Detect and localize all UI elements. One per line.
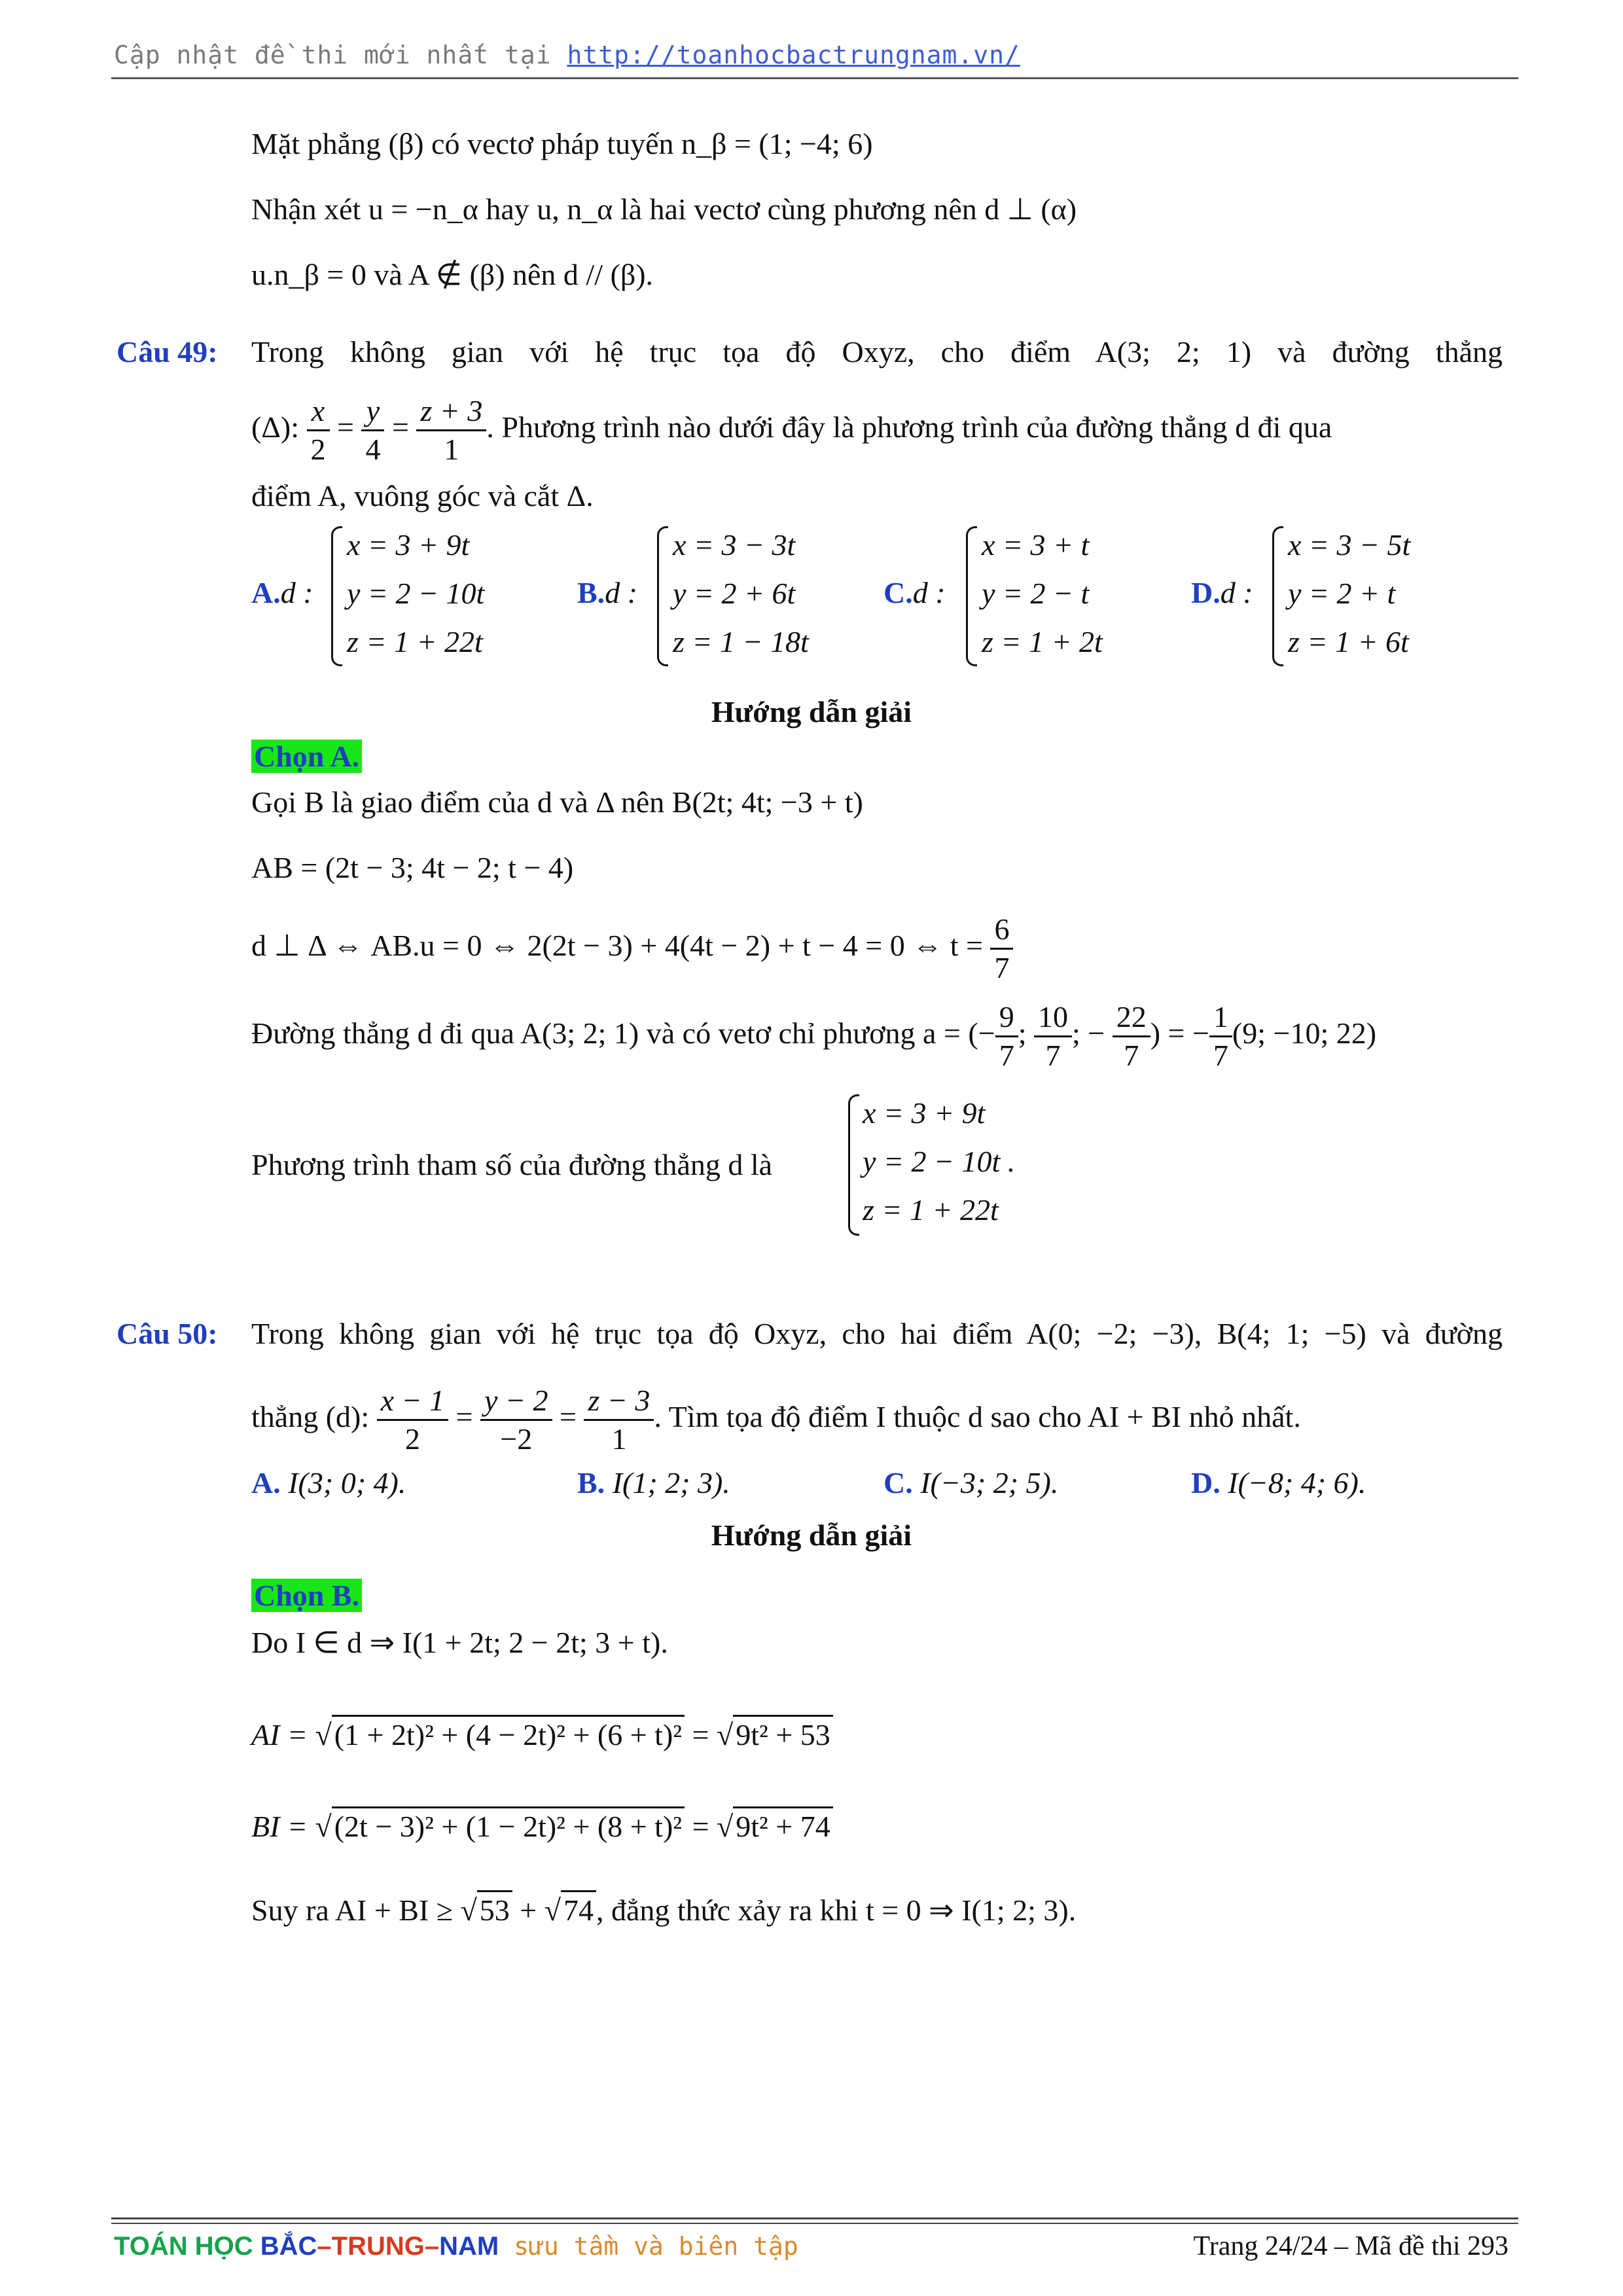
q50-option-a[interactable]: A. I(3; 0; 4). bbox=[251, 1466, 406, 1499]
q50-option-c[interactable]: C. I(−3; 2; 5). bbox=[883, 1466, 1059, 1499]
q49-frac-z: $\frac{z + 3}{1}$ bbox=[416, 393, 486, 468]
q49-guide-title: Hướng dẫn giải bbox=[711, 695, 912, 728]
intro-line-2: Nhận xét u = −n_α hay u, n_α là hai vectơ cùng phương nên d ⊥ (α) bbox=[251, 192, 1077, 226]
header-link[interactable]: http://toanhocbactrungnam.vn/ bbox=[567, 41, 1020, 69]
q50-sol-2: AI = √(1 + 2t)² + (4 − 2t)² + (6 + t)² = √9t² + 53 bbox=[251, 1715, 833, 1753]
q50-sol-1: Do I ∈ d ⇒ I(1 + 2t; 2 − 2t; 3 + t). bbox=[251, 1626, 668, 1659]
q49-sol3-frac: $\frac{6}{7}$ bbox=[990, 911, 1013, 986]
q49-sol-1: Gọi B là giao điểm của d và Δ nên B(2t; 4t; −3 + t) bbox=[251, 785, 863, 819]
brace-icon bbox=[848, 1094, 859, 1236]
q50-sol-3: BI = √(2t − 3)² + (1 − 2t)² + (8 + t)² = √9t² + 74 bbox=[251, 1806, 833, 1845]
q50-sol-4: Suy ra AI + BI ≥ √53 + √74, đẳng thức xảy ra khi t = 0 ⇒ I(1; 2; 3). bbox=[251, 1890, 1076, 1929]
brace-icon bbox=[331, 526, 342, 666]
footer-divider bbox=[111, 2217, 1518, 2219]
q49-sol-4: Đường thẳng d đi qua A(3; 2; 1) và có vetơ chỉ phương a = (− $\frac{9}{7}$ ; $\frac{10}{7}$ ; − $\frac{22}{7}$ ) = − $\frac{1}{7}$ (9; −10; 22) bbox=[251, 1000, 1377, 1072]
q50-label: Câu 50: bbox=[116, 1317, 218, 1350]
q49-sol-5-system: x = 3 + 9t y = 2 − 10t . z = 1 + 22t bbox=[863, 1096, 1016, 1227]
q49-sol-2: AB = (2t − 3; 4t − 2; t − 4) bbox=[251, 851, 574, 884]
q50-choice: Chọn B. bbox=[251, 1577, 362, 1614]
intro-line-3: u.n_β = 0 và A ∉ (β) nên d // (β). bbox=[251, 258, 654, 291]
q50-text-2: thẳng (d): $\frac{x - 1}{2}$ = $\frac{y - 2}{-2}$ = $\frac{z - 3}{1}$ . Tìm tọa độ điểm I thuộc d sao cho AI + BI nhỏ nhất. bbox=[251, 1384, 1301, 1456]
intro-line-1: Mặt phẳng (β) có vectơ pháp tuyến n_β = (1; −4; 6) bbox=[251, 127, 873, 160]
q49-text-3: điểm A, vuông góc và cắt Δ. bbox=[251, 479, 594, 512]
footer-page-number: Trang 24/24 – Mã đề thi 293 bbox=[1193, 2231, 1508, 2261]
q49-sol-3: d ⊥ Δ ⇔ AB.u = 0 ⇔ 2(2t − 3) + 4(4t − 2) + t − 4 = 0 ⇔ t = $\frac{6}{7}$ bbox=[251, 911, 1013, 986]
brace-icon bbox=[1272, 526, 1283, 666]
q50-option-b[interactable]: B. I(1; 2; 3). bbox=[577, 1466, 730, 1499]
footer-divider-thin bbox=[111, 2223, 1518, 2224]
q50-text-1: Trong không gian với hệ trục tọa độ Oxyz, cho hai điểm A(0; −2; −3), B(4; 1; −5) và đường bbox=[251, 1317, 1503, 1350]
q49-frac-y: $\frac{y}{4}$ bbox=[361, 393, 384, 468]
brace-icon bbox=[966, 526, 977, 666]
header-prefix: Cập nhật đề thi mới nhất tại bbox=[114, 41, 567, 69]
q49-text-2: (Δ): $\frac{x}{2}$ = $\frac{y}{4}$ = $\frac{z + 3}{1}$ . Phương trình nào dưới đây là phương trình của đường thẳng d đi qua bbox=[251, 393, 1503, 468]
brace-icon bbox=[657, 526, 668, 666]
q49-sol-5: Phương trình tham số của đường thẳng d là bbox=[251, 1148, 773, 1181]
footer-brand: TOÁN HỌC BẮC–TRUNG–NAM sưu tầm và biên tập bbox=[114, 2232, 798, 2261]
page-header bbox=[114, 41, 1020, 69]
q49-text-1: Trong không gian với hệ trục tọa độ Oxyz, cho điểm A(3; 2; 1) và đường thẳng bbox=[251, 335, 1503, 368]
q50-option-d[interactable]: D. I(−8; 4; 6). bbox=[1191, 1466, 1366, 1499]
q49-choice: Chọn A. bbox=[251, 738, 362, 775]
q49-label: Câu 49: bbox=[116, 335, 218, 368]
q50-guide-title: Hướng dẫn giải bbox=[711, 1518, 912, 1552]
q49-frac-x: $\frac{x}{2}$ bbox=[307, 393, 330, 468]
header-divider bbox=[111, 77, 1518, 79]
